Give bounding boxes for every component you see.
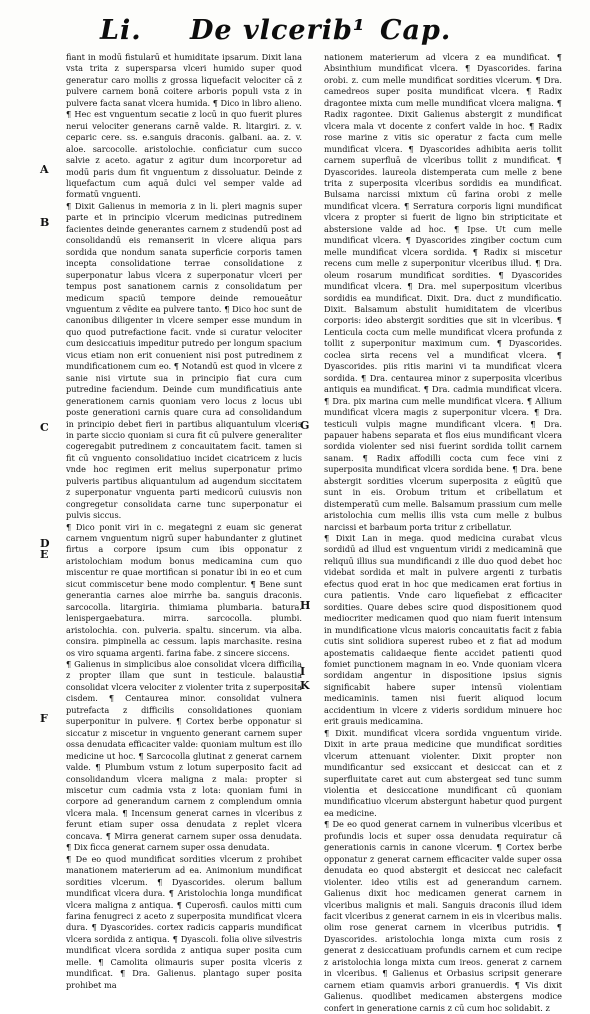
running-head bbox=[0, 14, 590, 48]
margin-letter: K bbox=[300, 679, 310, 692]
text-paragraph: ¶ Dico ponit viri in c. megategni z euam sic generat carnem vnguentum nigrū super habundanter z glutinet firtus a corpore ipsum cum ibis opponatur z aristolochiam modum bonus medicamina cum quo miscentur re quae mortifican si ponatur ibi in eo et cum sicut commiscetur bene modo complentur. ¶ Bene sunt generantia carnes aloe mirrhe ba. sanguis draconis. sarcocolla. litargiria. thimiama plumbaria. batura. lenispergaebatura. mirra. sarcocolla. plumbi. aristolochia. con. pulveria. spaltu. sincerum. via alba. consira. pimpinella ac cessum. lapis marchasite. resina os viro squama argenti. farina fabe. z sincere siccens. bbox=[66, 521, 302, 658]
margin-marks-left bbox=[40, 52, 60, 882]
margin-letter: F bbox=[40, 712, 48, 725]
text-paragraph: ¶ Hec est vnguentum secatie z locū in quo fuerit plures nerui velociter generans carnē valde. R. litargiri. z. v. ceparic cere. ss. e.sanguis draconis. galbani. aa. z. v. aloe. sarcocolle. aristolochie. conficiatur cum succo salvie z aceto. agatur z agitur dum incorporetur ad modū paris dum fit vnguentum z dissoluatur. Deinde z liquefactum cum aquā dulci vel semper valde ad formatū vnguenti. bbox=[66, 109, 302, 200]
margin-letter: I bbox=[300, 665, 306, 678]
margin-letter: G bbox=[300, 419, 310, 432]
margin-letter: C bbox=[40, 421, 49, 434]
chapter-label: Cap. bbox=[380, 15, 452, 46]
text-paragraph: ¶ Dixit Lan in mega. quod medicina curabat vlcus sordidū ad illud est vnguentum viridi z medicaminā que reliquū illius sua mundificandi z ille duo quod debet hoc videbat sordida et malt in pulvere argenti z turbatis efectus quod erat in hoc que medicamen erat fortius in cura patientis. Vnde caro liquefiebat z efficaciter sordities. Quare debes scire quod dispositionem quod mediocriter medicamen quod quo niam fuerit intensum in mundificatione vlcus maioris concauitatis facit z fabia cutis sint solidiora superest rubeo et z fiat ad modum apostematis calidaeque fiente accidet patienti quod fomiet punctionem magnam in eo. Vnde quoniam vlcera sordidam angentur in dispositione ipsius signis significabit habere super intensū violentiam medicaminis. tamen nisi fuerit aliquod locum accidentium in vlcere z videris sordidum minuere hoc erit grauis medicamina. bbox=[324, 533, 562, 727]
text-paragraph: ¶ De eo quod mundificat sordities vlcerum z prohibet manationem materierum ad ea. Animonium mundificat sordities vlcerum. ¶ Dyascorides. olerum ballum mundificat vlcera dura. ¶ Aristolochia longa mundificat vlcera maligna z antiqua. ¶ Cuperosfi. caulos mitti cum farina fenugreci z aceto z superposita mundificat vlcera dura. ¶ Dyascorides. cortex radicis capparis mundificat vlcera sordida z antiqua. ¶ Dyascoli. folia olive silvestris mundificat vlcera sordida z antiqua super posita cum melle. ¶ Camolita olimauris super posita vlceris z mundificat. ¶ Dra. Galienus. plantago super posita prohibet ma bbox=[66, 853, 302, 990]
text-paragraph: ¶ Galienus in simplicibus aloe consolidat vlcera difficilia z propter illam que sunt in testicule. balaustia consolidat vlcera velociter z violenter trita z superposita cisdem. ¶ Centaurea minor. consolidat vulnera putrefacta z difficilis consolidationes quoniam superponitur in pulvere. ¶ Cortex berbe opponatur si siccatur z miscetur in vnguento generant carnem super ossa denudata efficaciter valde: quoniam multum est illo medicine ut hoc. ¶ Sarcocolla glutinat z generat carnem valde. ¶ Plumbum vstum z lotum superposito facit ad consolidandum vlcera maligna z mala: propter si miscetur cum cadmia vsta z lota: quoniam fumi in corpore ad generandum carnem z complendum omnia vlcera mala. ¶ Incensum generat carnes in vlceribus z ferunt etiam super ossa denudata z replet vlcera concava. ¶ Mirra generat carnem super ossa denudata. ¶ Dix ficca generat carnem super ossa denudata. bbox=[66, 659, 302, 853]
margin-marks-right bbox=[300, 52, 320, 882]
text-paragraph: nationem materierum ad vlcera z ea mundificat. ¶ Absinthium mundificat vlcera. ¶ Dyascorides. farina orobi. z. cum melle mundificat sordities vlcerum. ¶ Dra. camedreos super posita mundificat vlcera. ¶ Radix dragontee mixta cum melle mundificat vlcera maligna. ¶ Radix ragontee. Dixit Galienus abstergit z mundificat vlcera mala vt docente z confert valde in hoc. ¶ Radix rose marine z vitis sic operatur z facta cum melle mundificat vlcera. ¶ Dyascorides adhibita aeris tollit carnem superfluā de vlceribus tollit z mundificat. ¶ Dyascorides. laureola distemperata cum melle z bene trita z superposita vlceribus sordidis ea mundificat. Bulsama narcissi mixtum cū farina orobi z melle mundificat vlcera. ¶ Serratura corporis ligni mundificat vlcera z propter si fuerit de ligno bin stripticitate et abstersione valde ad hoc. ¶ Ipse. Ut cum melle mundificat vlcera. ¶ Dyascorides zingiber coctum cum melle mundificat vlcera sordida. ¶ Radix si miscetur recens cum melle z superponitur vlceribus illud. ¶ Dra. oleum rosarum mundificat sordities. ¶ Dyascorides mundificat vlcera. ¶ Dra. mel superpositum vlceribus sordidis ea mundificat. Dixit. Dra. duct z mundificatio. Dixit. Balsamum abstulit humiditatem de vlceribus corporis: ideo abstergit sordities que sit in vlceribus. ¶ Lenticula cocta cum melle mundificat vlcera profunda z tollit z superponitur maximum cum. ¶ Dyascorides. coclea sirta recens vel a mundificat vlcera. ¶ Dyascorides. piis ritis marini vi ta mundificat vlcera sordida. ¶ Dra. centaurea minor z superposita vlceribus antiquis ea mundificat. ¶ Dra. cadmia mundificat vlcera. ¶ Dra. pix marina cum melle mundificat vlcera. ¶ Allium mundificat vlcera magis z superponitur vlcera. ¶ Dra. testiculi vulpis magne mundificant vlcera. ¶ Dra. papauer habens separata et flos eius mundificant vlcera sordida violenter sed nisi fuerint sordida tollit carnem sanam. ¶ Radix affodilli cocta cum fece vini z superposita mundificat vlcera sordida bene. ¶ Dra. bene abstergit sordities vlcerum superposita z eūgitū que sunt in eis. Orobum tritum et cribellatum et distemperatū cum melle. Balsamum prassium cum melle aristolochia cum mellis illis vsta cum melle z bulbus narcissi et barbaum porta tritur z cribellatur. bbox=[324, 52, 562, 532]
left-column bbox=[66, 52, 302, 990]
margin-letter: A bbox=[40, 163, 49, 176]
book-number: Li. bbox=[100, 15, 142, 46]
margin-letter: B bbox=[40, 216, 50, 229]
text-paragraph: ¶ Dixit. mundificat vlcera sordida vnguentum viride. Dixit in arte praua medicine que mundificat sordities vlcerum attenuant violenter. Dixit propter non mundificantur sed exsiccant et desiccat can et z superfluitate caret aut cum abstergeat sed tunc summ violentia et desiccatione mundificant cū quoniam mundificatiuo vlcerum abstergunt habetur quod purgent ea medicine. bbox=[324, 727, 562, 818]
text-paragraph: fiant in modū fistularū et humiditate ipsarum. Dixit lana vsta trita z supersparsa vlceri humido super quod generatur caro mollis z grossa liquefacit velociter cā z pulvere carnem bonā coitere arboris populi vsta z in pulvere facta sanat vlcera humida. ¶ Dico in libro alieno. bbox=[66, 52, 302, 108]
text-paragraph: ¶ De eo quod generat carnem in vulneribus vlceribus et profundis locis et super ossa denudata requiratur cā generationis carnis in canone vlcerum. ¶ Cortex berbe opponatur z generat carnem efficaciter valde super ossa denudata eo quod abstergit et desiccat nec calefacit violenter. ideo vtilis est ad generandum carnem. Galienus dixit hoc medicamen generat carnem in vlceribus malignis et mali. Sanguis draconis illud idem facit vlceribus z generat carnem in eis in vlceribus malis. olim rose generat carnem in vlceribus putridis. ¶ Dyascorides. aristolochia longa mixta cum rosis z generat z desiccatiuam profundis carnem et cum recipe z aristolochia longa mixta cum ireos. generat z carnem in vlceribus. ¶ Galienus et Orbasius scripsit generare carnem etiam quamvis arbori granuerdis. ¶ Vis dixit Galienus. quodlibet medicamen abstergens modice confert in generatione carnis z cū cum hoc solidabit. z bbox=[324, 819, 562, 1013]
margin-letter: H bbox=[300, 599, 311, 612]
margin-letter: E bbox=[40, 548, 49, 561]
section-title: De vlcerib¹ bbox=[190, 15, 366, 46]
margin-letter: D bbox=[40, 537, 50, 550]
text-paragraph: ¶ Dixit Galienus in memoria z in li. pleri magnis super parte et in principio vlcerum medicinas putredinem facientes deinde generantes carnem z studendū post ad consolidandū eis remanserit in vlcere aliqua pars sordida que nondum sanata superficie corporis tamen incepta consolidatione terrae consolidatione z superponatur labus vlcera z superponatur vlceri per tempus post sanationem carnis z consolidatum per medicum spaciū tempore deinde remoueātur vnguentum z vēdite ea pulvere tanto. ¶ Dico hoc sunt de canonibus diligenter in vlcere semper esse mundum in quo quod putrefactione facit. vnde si curatur velociter cum desiccatiuis impeditur putredo per longum spacium vicus etiam non erit conuenient nisi post putredinem z mundificationem cum eo. ¶ Notandū est quod in vlcere z sanie nisi virtute sua in principio fiat cura cum putredine faciendum. Deinde cum mundificatiuis ante generationem carnis quoniam vero locus z locus ubi poste generationi carnis quare cura ad consolidandum in principio debet fieri in partibus aliquantulum vlceris in parte siccio quoniam si cura fit cū pulvere generaliter cogeregabit putredinem z concauitatem facit. tamen si fit cū vnguento consolidatiuo incidet cicatricem z lucis vnde hoc regimen erit melius superponatur primo pulveris partibus aliquantulum ad augendum siccitatem z superponatur vnguenta parti medicorū cuiusvis non congregetur consolidata carne tunc superponatur ei pulvis siccus. bbox=[66, 200, 302, 521]
right-column bbox=[324, 52, 562, 1013]
